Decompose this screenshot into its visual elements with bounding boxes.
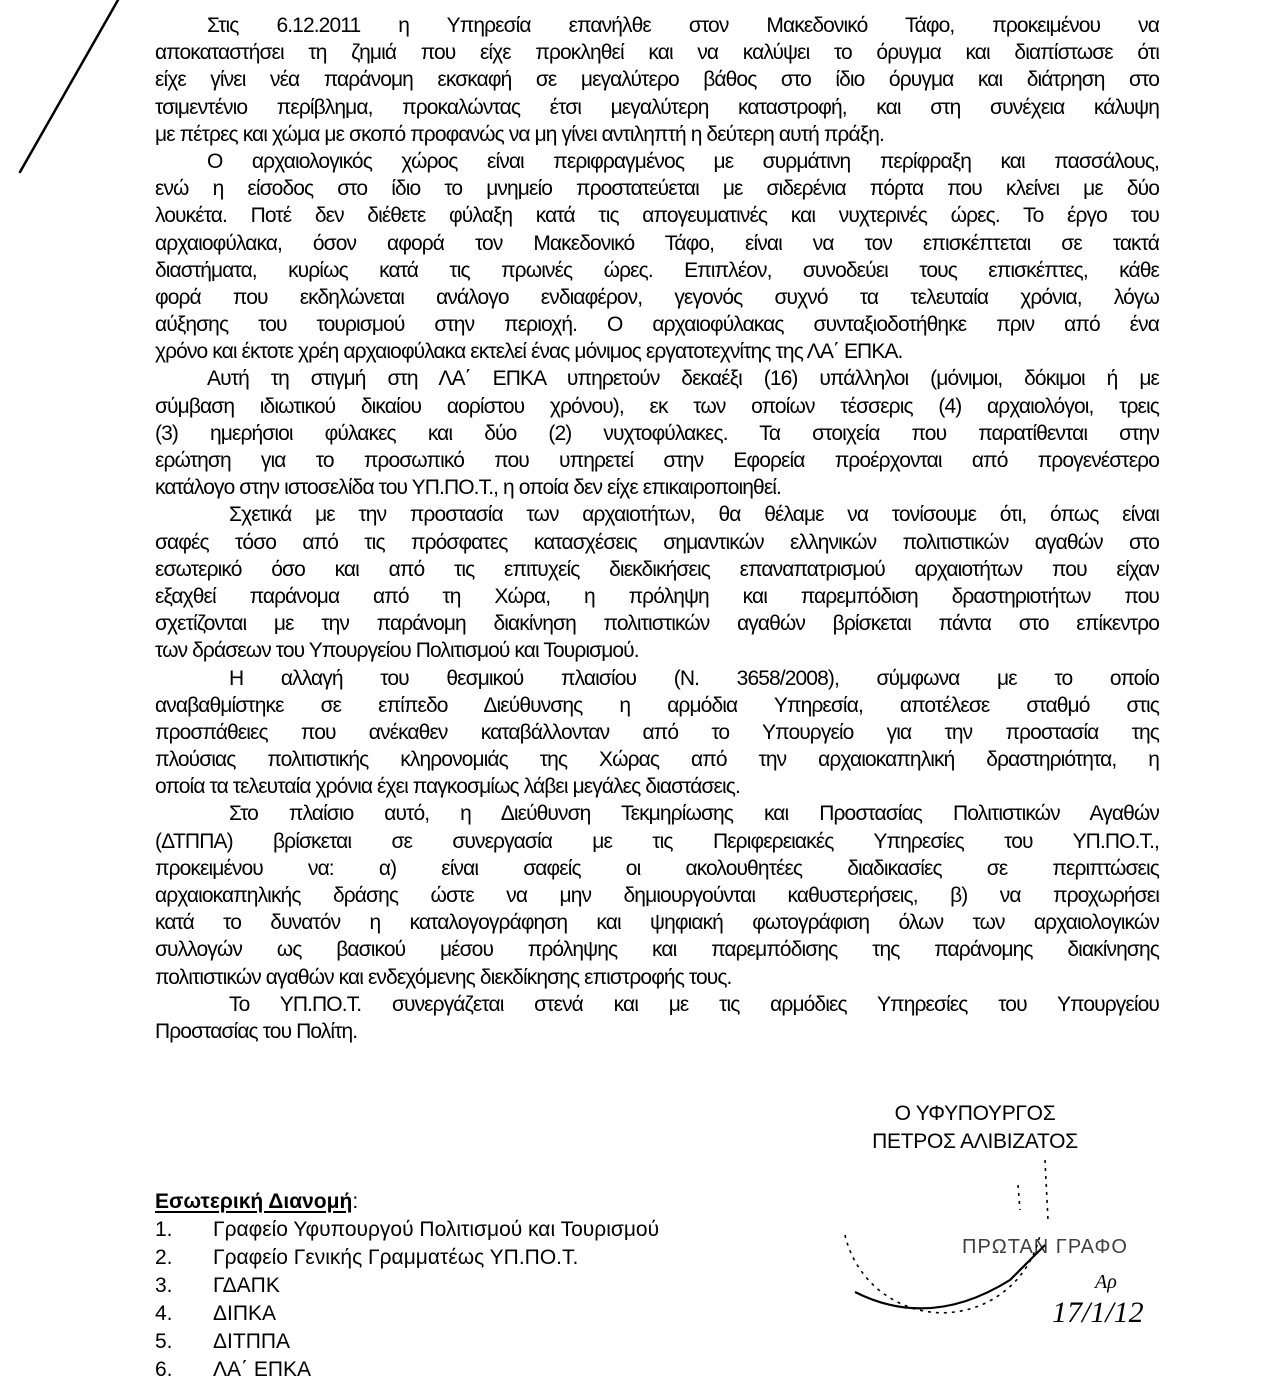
- text-line: οποία τα τελευταία χρόνια έχει παγκοσμίως λάβει μεγάλες διαστάσεις.: [155, 775, 740, 799]
- list-item-text: ΓΔΑΠΚ: [213, 1274, 280, 1297]
- stamp-handwritten-label: Αρ: [1095, 1271, 1117, 1293]
- text-line: αποκαταστήσει τη ζημιά που είχε προκληθεί και να καλύψει το όρυγμα και διαπίστωσε ότι: [155, 41, 1159, 65]
- paragraph: [155, 665, 1159, 801]
- text-line: (ΔΤΠΠΑ) βρίσκεται σε συνεργασία με τις Περιφερειακές Υπηρεσίες του ΥΠ.ΠΟ.Τ.,: [155, 829, 1159, 853]
- list-item-text: Γραφείο Γενικής Γραμματέως ΥΠ.ΠΟ.Τ.: [213, 1246, 579, 1269]
- list-item-text: ΔΙΤΠΠΑ: [213, 1330, 291, 1353]
- text-line: Στο πλαίσιο αυτό, η Διεύθυνση Τεκμηρίωσης και Προστασίας Πολιτιστικών Αγαθών: [229, 802, 1159, 826]
- text-line: Το ΥΠ.ΠΟ.Τ. συνεργάζεται στενά και με τις αρμόδιες Υπηρεσίες του Υπουργείου: [229, 992, 1159, 1016]
- text-line: αρχαιοκαπηλικής δράσης ώστε να μην δημιουργούνται καθυστερήσεις, β) να προχωρήσει: [155, 884, 1159, 907]
- text-line: Προστασίας του Πολίτη.: [155, 1019, 358, 1043]
- paragraph: [155, 800, 1159, 990]
- text-line: ενώ η είσοδος στο ίδιο το μνημείο προστατεύεται με σιδερένια πόρτα που κλείνει με δύο: [155, 177, 1159, 201]
- text-line: ερώτηση για το προσωπικό που υπηρετεί στην Εφορεία προέρχονται από προγενέστερο: [155, 449, 1159, 472]
- text-line: αναβαθμίστηκε σε επίπεδο Διεύθυνσης η αρμόδια Υπηρεσία, αποτέλεσε σταθμό στις: [155, 693, 1159, 717]
- list-item-text: Γραφείο Υφυπουργού Πολιτισμού και Τουρισμού: [213, 1218, 660, 1241]
- paragraph: [155, 365, 1159, 501]
- text-line: συλλογών ως βασικού μέσου πρόληψης και παρεμπόδισης της παράνομης διακίνησης: [155, 938, 1159, 962]
- text-line: των δράσεων του Υπουργείου Πολιτισμού και Τουρισμού.: [155, 639, 639, 663]
- signatory-name: ΠΕΤΡΟΣ ΑΛΙΒΙΖΑΤΟΣ: [872, 1130, 1078, 1153]
- text-line: κατά το δυνατόν η καταλογογράφηση και ψηφιακή φωτογράφιση όλων των αρχαιολογικών: [155, 911, 1159, 935]
- signatory-title: Ο ΥΦΥΠΟΥΡΓΟΣ: [894, 1102, 1056, 1125]
- official-stamp-icon: [790, 1150, 1210, 1350]
- list-item: [155, 1300, 659, 1328]
- text-line: κατάλογο στην ιστοσελίδα του ΥΠ.ΠΟ.Τ., η οποία δεν είχε επικαιροποιηθεί.: [155, 476, 781, 500]
- text-line: Αυτή τη στιγμή στη ΛΑ΄ ΕΠΚΑ υπηρετούν δεκαέξι (16) υπάλληλοι (μόνιμοι, δόκιμοι ή με: [207, 367, 1159, 391]
- paragraph: [155, 501, 1159, 664]
- text-line: τσιμεντένιο περίβλημα, προκαλώντας έτσι μεγαλύτερη καταστροφή, και στη συνέχεια κάλυψη: [155, 95, 1159, 119]
- signature-block: [830, 1100, 1120, 1156]
- list-item: [155, 1244, 659, 1272]
- list-item: [155, 1216, 659, 1244]
- list-item-text: ΔΙΠΚΑ: [213, 1302, 277, 1325]
- text-line: Η αλλαγή του θεσμικού πλαισίου (Ν. 3658/2008), σύμφωνα με το οποίο: [229, 666, 1159, 690]
- text-line: σαφές τόσο από τις πρόσφατες κατασχέσεις σημαντικών ελληνικών πολιτιστικών αγαθών στο: [155, 530, 1159, 554]
- text-line: (3) ημερήσιοι φύλακες και δύο (2) νυχτοφύλακες. Τα στοιχεία που παρατίθενται στην: [155, 421, 1159, 445]
- margin-pen-stroke-icon: [0, 0, 140, 190]
- list-item-number: 2.: [155, 1246, 173, 1269]
- text-line: αύξησης του τουρισμού στην περιοχή. Ο αρχαιοφύλακας συνταξιοδοτήθηκε πριν από ένα: [155, 313, 1159, 337]
- text-line: διαστήματα, κυρίως κατά τις πρωινές ώρες. Επιπλέον, συνοδεύει τους επισκέπτες, κάθε: [155, 258, 1159, 282]
- text-line: λουκέτα. Ποτέ δεν διέθετε φύλαξη κατά τις απογευματινές και νυχτερινές ώρες. Το έργο του: [155, 204, 1159, 228]
- paragraph: [155, 148, 1159, 366]
- internal-distribution-list: [155, 1188, 659, 1384]
- text-line: χρόνο και έκτοτε χρέη αρχαιοφύλακα εκτελεί ένας μόνιμος εργατοτεχνίτης της ΛΑ΄ ΕΠΚΑ.: [155, 340, 903, 364]
- distribution-heading: Εσωτερική Διανομή:: [155, 1190, 359, 1213]
- list-item: [155, 1356, 659, 1384]
- text-line: με πέτρες και χώμα με σκοπό προφανώς να μη γίνει αντιληπτή η δεύτερη αυτή πράξη.: [155, 122, 884, 146]
- stamp-text: ΠΡΩΤΑΝ ΓΡΑΦΟ: [962, 1236, 1128, 1258]
- list-item-number: 6.: [155, 1358, 173, 1381]
- paragraph: [155, 12, 1159, 148]
- text-line: πλούσιας πολιτιστικής κληρονομιάς της Χώρας από την αρχαιοκαπηλική δραστηριότητα, η: [155, 748, 1159, 772]
- list-item-number: 4.: [155, 1302, 173, 1325]
- text-line: εξαχθεί παράνομα από τη Χώρα, η πρόληψη και παρεμπόδιση δραστηριοτήτων που: [155, 584, 1159, 608]
- text-line: πολιτιστικών αγαθών και ενδεχόμενης διεκδίκησης επιστροφής τους.: [155, 965, 732, 989]
- text-line: φορά που εκδηλώνεται ανάλογο ενδιαφέρον, γεγονός συχνό τα τελευταία χρόνια, λόγω: [155, 285, 1159, 309]
- text-line: προκειμένου να: α) είναι σαφείς οι ακολουθητέες διαδικασίες σε περιπτώσεις: [155, 856, 1159, 880]
- text-line: Στις 6.12.2011 η Υπηρεσία επανήλθε στον Μακεδονικό Τάφο, προκειμένου να: [207, 14, 1159, 37]
- list-item: [155, 1272, 659, 1300]
- letter-body: [155, 12, 1159, 1045]
- text-line: είχε γίνει νέα παράνομη εκσκαφή σε μεγαλύτερο βάθος στο ίδιο όρυγμα και διάτρηση στο: [155, 68, 1159, 92]
- list-item: [155, 1328, 659, 1356]
- paragraph: [155, 991, 1159, 1045]
- text-line: σύμβαση ιδιωτικού δικαίου αορίστου χρόνου), εκ των οποίων τέσσερις (4) αρχαιολόγοι, τρεις: [155, 394, 1159, 418]
- text-line: Σχετικά με την προστασία των αρχαιοτήτων, θα θέλαμε να τονίσουμε ότι, όπως είναι: [229, 503, 1159, 527]
- stamp-handwritten-date: 17/1/12: [1052, 1296, 1144, 1329]
- text-line: αρχαιοφύλακα, όσον αφορά τον Μακεδονικό Τάφο, είναι να τον επισκέπτεται σε τακτά: [155, 231, 1159, 255]
- list-item-text: ΛΑ΄ ΕΠΚΑ: [213, 1358, 312, 1381]
- list-item-number: 3.: [155, 1274, 173, 1297]
- list-item-number: 5.: [155, 1330, 173, 1353]
- text-line: εσωτερικό όσο και από τις επιτυχείς διεκδικήσεις επαναπατρισμού αρχαιοτήτων που είχαν: [155, 557, 1159, 581]
- text-line: Ο αρχαιολογικός χώρος είναι περιφραγμένος με συρμάτινη περίφραξη και πασσάλους,: [207, 149, 1159, 173]
- text-line: προσπάθειες που ανέκαθεν καταβάλλονταν από το Υπουργείο για την προστασία της: [155, 720, 1159, 744]
- list-item-number: 1.: [155, 1218, 173, 1241]
- text-line: σχετίζονται με την παράνομη διακίνηση πολιτιστικών αγαθών βρίσκεται πάντα στο επίκεντρο: [155, 612, 1159, 636]
